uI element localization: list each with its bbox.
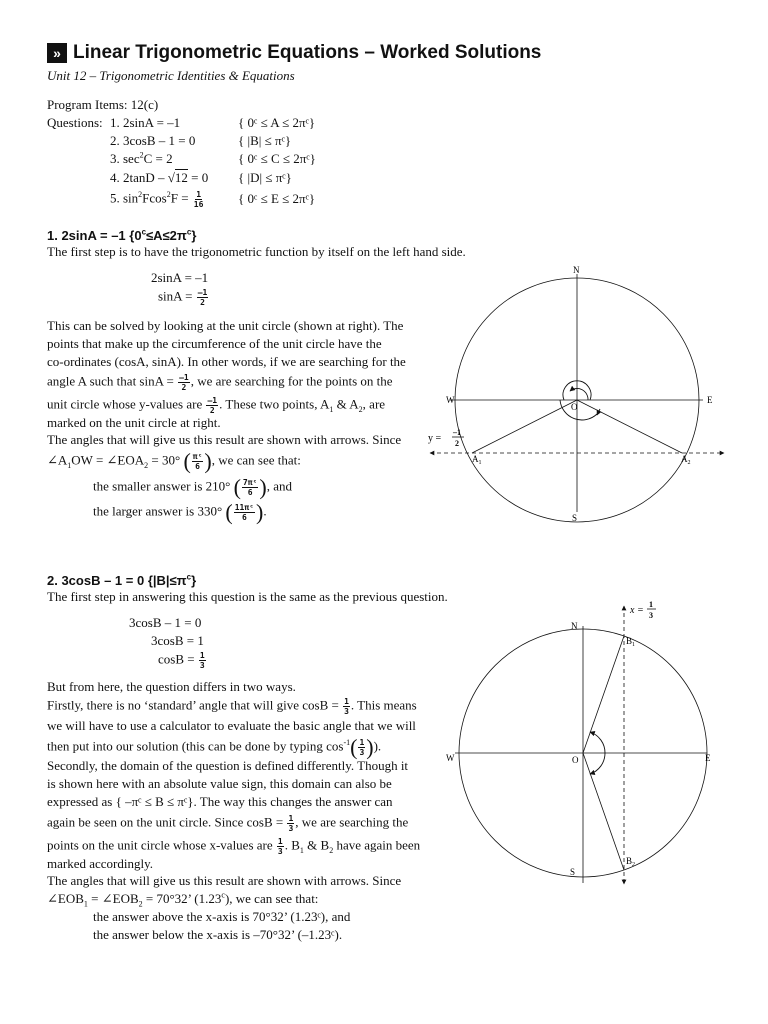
label: A [472,454,479,464]
numerator: –1 [179,373,189,382]
point-b2-label [626,856,635,868]
superscript: 2 [138,190,143,200]
fraction [199,651,206,670]
text: then put into our solution (this can be done by typing cos [47,738,344,754]
subscript: 2 [138,899,143,909]
right-paren: ) [366,734,374,760]
subscript: 2 [687,460,691,466]
section-2-para-2-line-5 [47,837,420,856]
line-label-numerator: 1 [649,600,653,609]
question-equation-tail: F = [170,190,192,206]
page-header [47,42,541,64]
question-equation: 2tanD – √ [123,170,175,185]
question-number: 5. [110,190,120,206]
left-paren: ( [225,499,233,525]
superscript: c [186,572,192,582]
text: Firstly, there is no ‘standard’ angle that will give cosB = [47,697,339,713]
denominator: 3 [359,748,365,757]
text: = 30° [148,452,184,468]
text: , are [362,396,386,412]
line-label-numerator: –1 [453,428,461,437]
section-2-para-2-line-1: Secondly, the domain of the question is defined differently. Though it [47,758,409,773]
section-1-para-1-line-5 [47,396,385,415]
section-1-para-1-line-3: co-ordinates (cosA, sinA). In other words, if we are searching for the [47,354,406,369]
question-4-domain: { |D| ≤ πᶜ} [238,170,292,185]
fraction [178,373,190,392]
subscript: 1 [329,405,334,415]
section-1-para-1-line-4 [47,373,393,392]
double-chevron-right-icon: » [47,43,67,63]
denominator: 2 [200,298,205,307]
section-1-answer-2 [93,499,267,525]
text: ). [373,738,382,754]
section-1-para-1-line-1: This can be solved by looking at the unit circle (shown at right). The [47,318,404,333]
text: have again been [333,837,421,853]
numerator: –1 [197,288,208,297]
question-number: 4. [110,170,120,185]
label: B [626,856,633,866]
question-number: 2. [110,133,120,148]
section-2-answer-2: the answer below the x-axis is –70°32’ (–1.23ᶜ). [93,927,343,942]
denominator: 6 [247,488,253,497]
question-3 [110,151,173,167]
subscript: 2 [144,461,149,471]
step-text: cosB = [158,651,195,667]
subscript: 2 [632,862,636,868]
unit-circle-diagram-1 [420,262,730,527]
subscript: 1 [299,846,304,856]
section-1-intro: The first step is to have the trigonometric function by itself on the left hand side. [47,244,466,259]
denominator: 6 [241,513,247,522]
line-label-denominator: 3 [649,611,653,620]
text: points on the unit circle whose x-values are [47,837,273,853]
fraction [234,503,255,522]
section-2-para-3-line-2 [47,891,318,907]
text: , and [266,478,292,494]
section-2-step-3 [158,651,207,670]
line-label: y = [428,433,442,444]
section-2-para-3-line-1: The angles that will give us this result are shown with arrows. Since [47,873,402,888]
step-text: sinA = [158,288,193,304]
numerator: 7πᶜ [242,478,258,487]
question-1-domain: { 0ᶜ ≤ A ≤ 2πᶜ} [238,115,316,130]
subscript: 1 [67,461,72,471]
text: the larger answer is 330° [93,503,226,519]
north-label: N [573,265,580,275]
section-1-para-2-line-2 [47,448,301,474]
text: = 70°32’ (1.23 [142,891,222,906]
section-1-para-1-line-2: points that make up the circumference of the unit circle have the [47,336,382,351]
text: & B [303,837,330,853]
left-paren: ( [350,734,358,760]
radicand: 12 [174,170,188,185]
west-label: W [446,395,455,405]
numerator: –1 [207,396,218,405]
section-2-intro: The first step in answering this question is the same as the previous question. [47,589,448,604]
origin-label: O [571,402,578,412]
superscript: c [221,890,225,900]
right-paren: ) [256,499,264,525]
question-equation-mid: Fcos [142,190,167,206]
section-2-para-1-line-2 [47,697,417,716]
section-2-para-1-line-4 [47,734,382,760]
fraction [242,478,258,497]
section-2-para-2-line-4 [47,814,408,833]
heading-text: ≤A≤2π [146,228,187,243]
question-equation: 2sinA = –1 [123,115,181,130]
point-a2-label [681,454,691,466]
denominator: 2 [181,383,187,392]
angle-arc-b2 [590,753,605,774]
text: ∠EOB [47,891,84,906]
section-1-step-1: 2sinA = –1 [151,270,209,285]
origin-label: O [572,755,579,765]
section-2-para-2-line-2: is shown here with an absolute value sign, this domain can also be [47,776,392,791]
text: angle A such that sinA = [47,373,174,389]
fraction [287,814,294,833]
label: A [681,454,688,464]
section-1-heading [47,228,196,243]
label: B [626,636,633,646]
denominator: 2 [209,406,215,415]
question-equation: sec [123,151,140,166]
text: , we are searching for the points on the [190,373,393,389]
line-label-denominator: 2 [455,439,459,448]
radius-b2 [583,753,624,870]
denominator: 6 [195,462,200,471]
question-equation: 3cosB – 1 = 0 [123,133,196,148]
fraction [197,288,209,307]
section-1-step-2 [158,288,209,307]
text: . [263,503,267,519]
radius-a2 [577,400,682,453]
question-equation-tail: = 0 [187,170,209,185]
text: . These two points, A [219,396,330,412]
numerator: 11πᶜ [234,503,254,512]
question-number: 3. [110,151,120,166]
question-1 [110,115,180,131]
section-2-para-2-line-6: marked accordingly. [47,856,153,871]
angle-arc-a2 [560,400,597,420]
section-1-para-2-line-1: The angles that will give us this result are shown with arrows. Since [47,432,402,447]
radius-a1 [472,400,577,453]
fraction [206,396,218,415]
numerator: 1 [288,814,294,823]
question-number: 1. [110,115,120,130]
denominator: 3 [199,661,205,670]
fraction [358,738,365,757]
numerator: πᶜ [192,452,203,461]
left-paren: ( [183,448,191,474]
text: , we can see that: [211,452,301,468]
text: unit circle whose y-values are [47,396,203,412]
point-b1-label [626,636,635,648]
text: & A [333,396,359,412]
question-4 [110,170,208,186]
subscript: 1 [83,899,88,909]
radius-b1 [583,636,624,753]
question-equation-tail: C = 2 [143,151,173,166]
angle-arc-b1 [590,732,605,753]
south-label: S [570,867,576,877]
superscript: c [186,227,192,237]
heading-text: } [191,573,197,588]
section-2-step-2: 3cosB = 1 [151,633,204,648]
subscript: 2 [329,846,334,856]
unit-circle-diagram-2 [435,598,730,888]
text: . B [284,837,300,853]
south-label: S [572,513,578,523]
question-2 [110,133,195,149]
questions-label: Questions: [47,115,103,130]
text: , we are searching the [295,814,409,830]
subscript: 2 [358,405,363,415]
heading-text: 2. 3cosB – 1 = 0 {|B|≤π [47,573,187,588]
section-2-answer-1: the answer above the x-axis is 70°32’ (1.23ᶜ), and [93,909,351,924]
subscript: 1 [632,642,636,648]
superscript: 2 [166,190,171,200]
numerator: 1 [196,190,202,199]
program-items: Program Items: 12(c) [47,97,159,112]
denominator: 3 [344,707,349,716]
section-1-para-1-line-6: marked on the unit circle at right. [47,415,221,430]
superscript: 2 [139,150,144,160]
heading-text: 1. 2sinA = –1 {0 [47,228,142,243]
numerator: 1 [344,697,349,706]
question-2-domain: { |B| ≤ πᶜ} [238,133,292,148]
numerator: 1 [359,738,365,747]
line-label: x = [630,605,644,616]
fraction [192,452,204,471]
section-2-heading [47,573,196,588]
text: again be seen on the unit circle. Since cosB = [47,814,284,830]
text: the smaller answer is 210° [93,478,234,494]
fraction [277,837,284,856]
superscript: -1 [343,738,351,748]
angle-arc-inner [570,388,588,400]
page-title: Linear Trigonometric Equations – Worked Solutions [73,42,542,63]
question-3-domain: { 0ᶜ ≤ C ≤ 2πᶜ} [238,151,316,166]
east-label: E [707,395,713,405]
text: . This means [350,697,417,713]
question-equation: sin [123,190,139,206]
text: ∠A [47,452,68,468]
denominator: 16 [193,200,204,209]
section-2-para-1-line-3: we will have to use a calculator to evaluate the basic angle that we will [47,718,416,733]
subscript: 1 [478,460,482,466]
right-paren: ) [204,448,212,474]
fraction [193,190,205,209]
text: = ∠EOB [87,891,139,906]
west-label: W [446,753,455,763]
page-subtitle: Unit 12 – Trigonometric Identities & Equations [47,68,295,83]
denominator: 3 [277,847,283,856]
superscript: c [141,227,147,237]
section-2-para-2-line-3: expressed as { –πᶜ ≤ B ≤ πᶜ}. The way this changes the answer can [47,794,393,809]
question-5 [110,190,205,209]
section-1-answer-1 [93,474,292,500]
left-paren: ( [233,474,241,500]
section-2-para-1-line-1: But from here, the question differs in two ways. [47,679,296,694]
section-2-step-1: 3cosB – 1 = 0 [129,615,202,630]
east-label: E [705,753,711,763]
text: ), we can see that: [224,891,319,906]
denominator: 3 [288,824,294,833]
numerator: 1 [199,651,205,660]
north-label: N [571,621,578,631]
text: OW = ∠EOA [71,452,145,468]
numerator: 1 [277,837,283,846]
fraction [343,697,350,716]
question-5-domain: { 0ᶜ ≤ E ≤ 2πᶜ} [238,191,316,206]
heading-text: } [191,228,197,243]
right-paren: ) [259,474,267,500]
